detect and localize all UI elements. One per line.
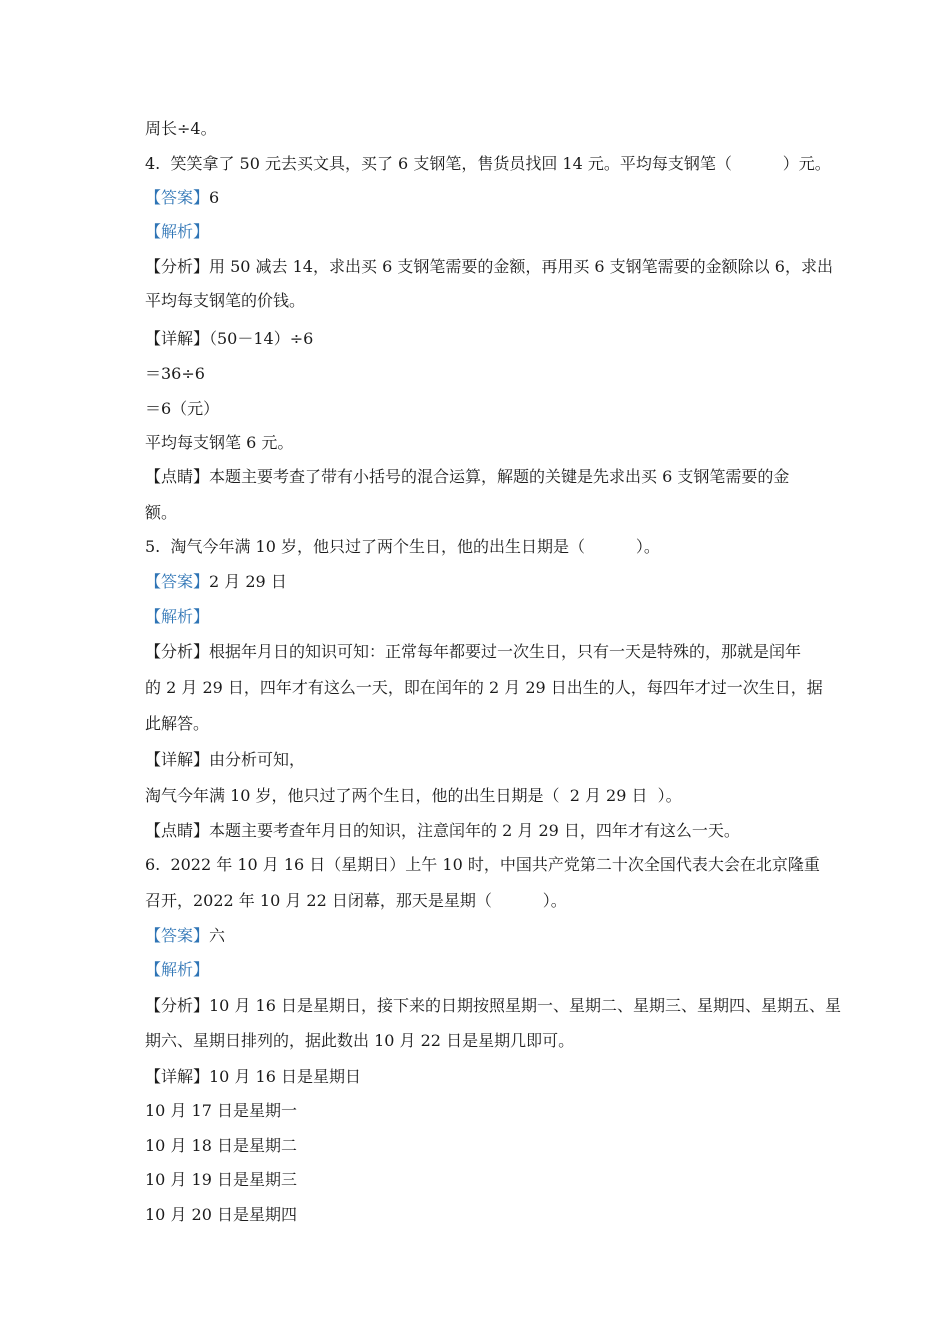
answer-line [145,571,287,593]
answer-line [145,187,219,209]
text-line: 周长÷4。 [145,119,217,138]
text-line: 10 月 20 日是星期四 [145,1205,297,1224]
text-line: 平均每支钢笔 6 元。 [145,433,294,452]
text-line: 10 月 18 日是星期二 [145,1136,297,1155]
text-line: 【分析】用 50 减去 14，求出买 6 支钢笔需要的金额，再用买 6 支钢笔需要的金额除以 6，求出 [145,257,833,276]
analysis-label: 【解析】 [145,607,210,626]
text-line: 【详解】（50－14）÷6 [145,329,314,348]
text-line: 期六、星期日排列的，据此数出 10 月 22 日是星期几即可。 [145,1031,575,1050]
text-line: 平均每支钢笔的价钱。 [145,291,306,310]
text-line: 额。 [145,503,178,522]
text-line: ＝36÷6 [145,364,205,383]
text-line: 召开，2022 年 10 月 22 日闭幕，那天是星期（ ）。 [145,891,567,910]
question-5: 5. 淘气今年满 10 岁，他只过了两个生日，他的出生日期是（ ）。 [145,537,660,556]
text-line: 【分析】10 月 16 日是星期日，接下来的日期按照星期一、星期二、星期三、星期四、星期五、星 [145,996,841,1015]
text-line: ＝6（元） [145,399,220,418]
text-line: 10 月 19 日是星期三 [145,1170,297,1189]
text-line: 此解答。 [145,714,210,733]
answer-label: 【答案】 [145,188,210,207]
text-line: 【点睛】本题主要考查了带有小括号的混合运算，解题的关键是先求出买 6 支钢笔需要的金 [145,467,790,486]
text-line: 淘气今年满 10 岁，他只过了两个生日，他的出生日期是（ 2 月 29 日 ）。 [145,786,682,805]
question-4: 4. 笑笑拿了 50 元去买文具，买了 6 支钢笔，售货员找回 14 元。平均每支钢笔（ ）元。 [145,154,831,173]
text-line: 【分析】根据年月日的知识可知：正常每年都要过一次生日，只有一天是特殊的，那就是闰年 [145,642,802,661]
question-6: 6. 2022 年 10 月 16 日（星期日）上午 10 时，中国共产党第二十次全国代表大会在北京隆重 [145,855,820,874]
text-line: 【详解】由分析可知， [145,750,306,769]
text-line: 10 月 17 日是星期一 [145,1101,297,1120]
answer-value: 6 [209,188,220,207]
answer-label: 【答案】 [145,572,210,591]
analysis-heading [145,606,209,628]
text-line: 【点睛】本题主要考查年月日的知识，注意闰年的 2 月 29 日，四年才有这么一天。 [145,821,740,840]
answer-value: 六 [209,926,226,945]
answer-line [145,925,225,947]
analysis-heading [145,221,209,243]
text-line: 【详解】10 月 16 日是星期日 [145,1067,361,1086]
analysis-label: 【解析】 [145,222,210,241]
analysis-heading [145,959,209,981]
answer-value: 2 月 29 日 [209,572,287,591]
analysis-label: 【解析】 [145,960,210,979]
answer-label: 【答案】 [145,926,210,945]
text-line: 的 2 月 29 日，四年才有这么一天，即在闰年的 2 月 29 日出生的人，每四年才过一次生日，据 [145,678,823,697]
